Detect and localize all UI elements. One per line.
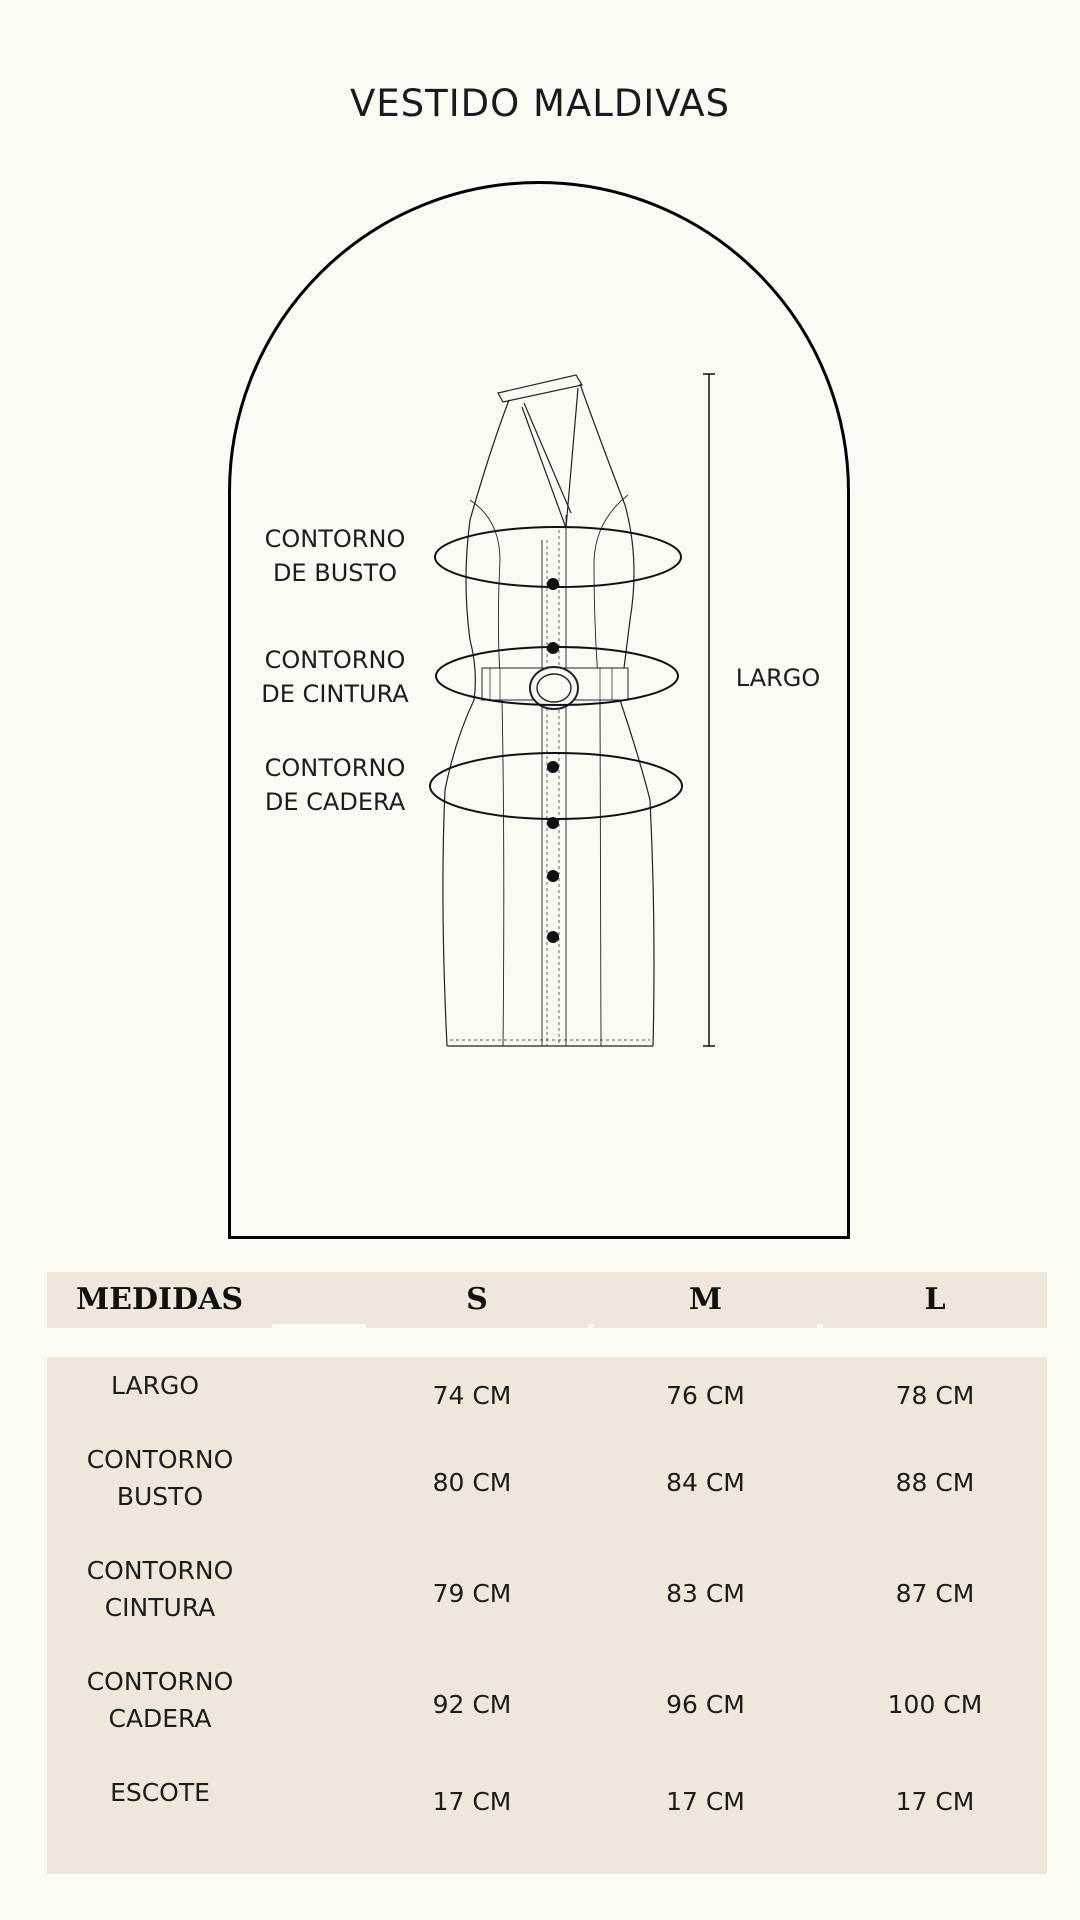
dress-outline-right [580, 384, 654, 1046]
dress-outline-left [443, 400, 509, 1046]
row-label-escote: ESCOTE [110, 1778, 210, 1807]
length-measure-line [703, 374, 715, 1046]
header-size-s: S [466, 1282, 488, 1317]
header-size-m: M [688, 1282, 723, 1317]
cell-largo-m: 76 CM [666, 1381, 745, 1410]
cell-cintura-s: 79 CM [432, 1579, 512, 1608]
halter-strap [498, 375, 582, 402]
bust-label: CONTORNO DE BUSTO [264, 525, 406, 587]
row-label-cintura: CONTORNO CINTURA [86, 1556, 234, 1622]
header-medidas: MEDIDAS [75, 1282, 244, 1317]
cell-cadera-l: 100 CM [887, 1690, 983, 1719]
cell-escote-m: 17 CM [666, 1787, 745, 1816]
waist-label: CONTORNO DE CINTURA [261, 646, 409, 708]
row-label-busto: CONTORNO BUSTO [86, 1445, 234, 1511]
cell-busto-m: 84 CM [666, 1468, 745, 1497]
cell-cintura-l: 87 CM [895, 1579, 975, 1608]
cell-busto-l: 88 CM [895, 1468, 975, 1497]
row-label-largo: LARGO [110, 1371, 200, 1400]
hip-label: CONTORNO DE CADERA [264, 754, 406, 816]
cell-escote-s: 17 CM [432, 1787, 512, 1816]
page-title: VESTIDO MALDIVAS [349, 82, 731, 125]
cell-largo-l: 78 CM [895, 1381, 975, 1410]
cell-cintura-m: 83 CM [666, 1579, 745, 1608]
length-label: LARGO [735, 664, 821, 692]
cell-cadera-m: 96 CM [666, 1690, 745, 1719]
halter-neck [522, 388, 578, 528]
row-label-cadera: CONTORNO CADERA [86, 1667, 234, 1733]
header-size-l: L [924, 1282, 946, 1317]
cell-busto-s: 80 CM [432, 1468, 512, 1497]
dress-buttons [547, 578, 559, 943]
bust-measure-ring [435, 527, 681, 587]
cell-cadera-s: 92 CM [432, 1690, 512, 1719]
cell-escote-l: 17 CM [895, 1787, 975, 1816]
cell-largo-s: 74 CM [432, 1381, 512, 1410]
